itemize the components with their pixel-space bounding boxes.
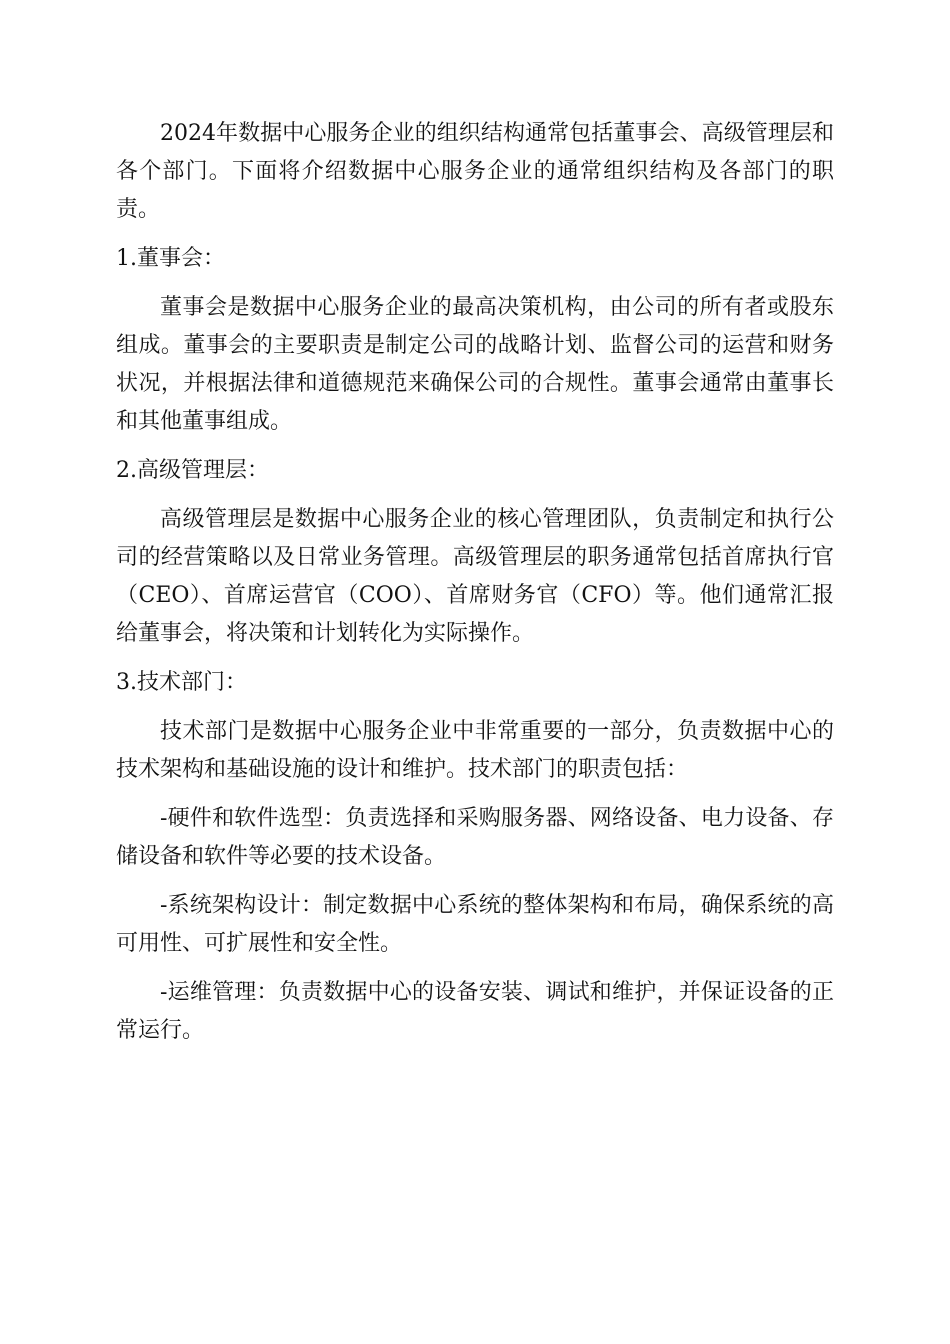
spacer <box>116 278 834 289</box>
spacer <box>116 789 834 800</box>
spacer <box>116 963 834 974</box>
spacer <box>116 441 834 452</box>
intro-paragraph: 2024年数据中心服务企业的组织结构通常包括董事会、高级管理层和各个部门。下面将介绍数据中心服务企业的通常组织结构及各部门的职责。 <box>116 121 834 222</box>
spacer <box>116 876 834 887</box>
spacer <box>116 702 834 713</box>
spacer <box>116 229 834 240</box>
section-heading-senior-management: 2.高级管理层： <box>116 458 269 483</box>
list-item-system-architecture: -系统架构设计：制定数据中心系统的整体架构和布局，确保系统的高可用性、可扩展性和安全性。 <box>116 893 834 956</box>
senior-management-paragraph: 高级管理层是数据中心服务企业的核心管理团队，负责制定和执行公司的经营策略以及日常业务管理。高级管理层的职务通常包括首席执行官（CEO）、首席运营官（COO）、首席财务官（CFO）等。他们通常汇报给董事会，将决策和计划转化为实际操作。 <box>116 507 834 646</box>
technology-paragraph: 技术部门是数据中心服务企业中非常重要的一部分，负责数据中心的技术架构和基础设施的设计和维护。技术部门的职责包括： <box>116 719 834 782</box>
section-heading-board: 1.董事会： <box>116 246 225 271</box>
board-paragraph: 董事会是数据中心服务企业的最高决策机构，由公司的所有者或股东组成。董事会的主要职责是制定公司的战略计划、监督公司的运营和财务状况，并根据法律和道德规范来确保公司的合规性。董事会通常由董事长和其他董事组成。 <box>116 295 834 434</box>
spacer <box>116 653 834 664</box>
section-heading-technology: 3.技术部门： <box>116 670 247 695</box>
list-item-operations: -运维管理：负责数据中心的设备安装、调试和维护，并保证设备的正常运行。 <box>116 980 834 1043</box>
document-body <box>116 115 834 1050</box>
list-item-hardware-software: -硬件和软件选型：负责选择和采购服务器、网络设备、电力设备、存储设备和软件等必要的技术设备。 <box>116 806 834 869</box>
spacer <box>116 490 834 501</box>
